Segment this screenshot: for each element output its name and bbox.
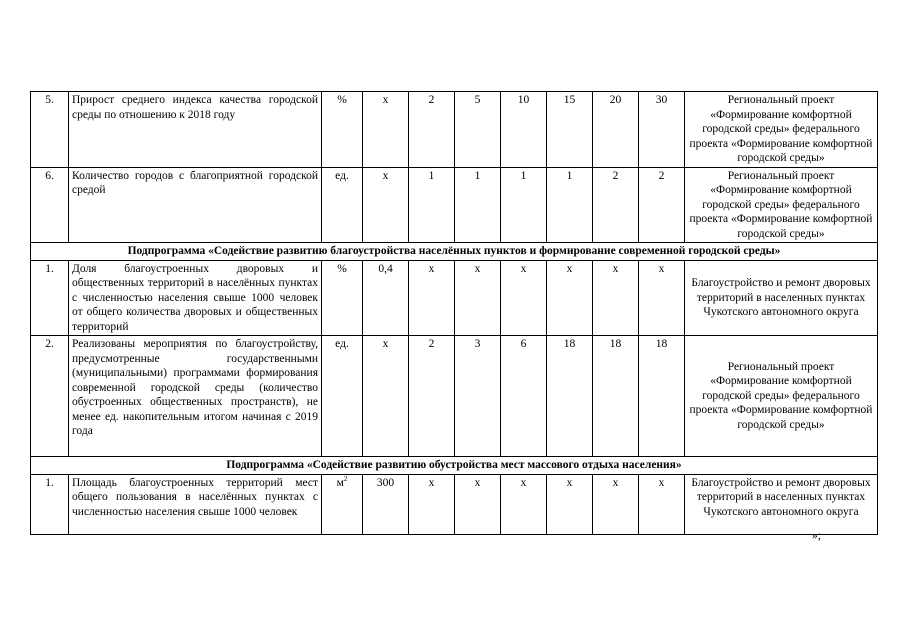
value-cell: 15 [547,92,593,168]
value-cell: х [363,336,409,457]
value-cell: х [409,474,455,534]
table-row [31,336,878,457]
source-cell: Региональный проект «Формирование комфортной городской среды» федерального проекта «Формирование комфортной городской среды» [685,92,878,168]
unit-cell: ед. [322,336,363,457]
source-cell: Благоустройство и ремонт дворовых территорий в населенных пунктах Чукотского автономного округа [685,474,878,534]
value-cell: 2 [409,336,455,457]
indicator-name: Площадь благоустроенных территорий мест общего пользования в населённых пунктах с численностью населения свыше 1000 человек [69,474,322,534]
value-cell: х [409,260,455,336]
value-cell: 2 [593,167,639,243]
source-cell: Региональный проект «Формирование комфортной городской среды» федерального проекта «Формирование комфортной городской среды» [685,336,878,457]
indicator-name: Количество городов с благоприятной городской средой [69,167,322,243]
row-number: 1. [31,260,69,336]
source-cell: Региональный проект «Формирование комфортной городской среды» федерального проекта «Формирование комфортной городской среды» [685,167,878,243]
value-cell: 5 [455,92,501,168]
row-number: 5. [31,92,69,168]
value-cell: 2 [639,167,685,243]
indicators-table [30,91,878,535]
unit-cell: % [322,92,363,168]
value-cell: 0,4 [363,260,409,336]
value-cell: 300 [363,474,409,534]
subprogram-header-row [31,457,878,475]
unit-cell [322,474,363,534]
table-row [31,167,878,243]
value-cell: х [501,474,547,534]
table-row [31,474,878,534]
value-cell: х [547,260,593,336]
value-cell: 18 [639,336,685,457]
table-row [31,92,878,168]
value-cell: 6 [501,336,547,457]
value-cell: х [593,260,639,336]
value-cell: х [455,260,501,336]
value-cell: х [593,474,639,534]
value-cell: 30 [639,92,685,168]
subprogram-title: Подпрограмма «Содействие развитию обустройства мест массового отдыха населения» [31,457,878,475]
value-cell: 18 [547,336,593,457]
indicator-name: Реализованы мероприятия по благоустройству, предусмотренные государственными (муниципальными) программами формирования современной городской среды (количество обустроенных общественных пространств), не менее ед. накопительным итогом начиная с 2019 года [69,336,322,457]
value-cell: 2 [409,92,455,168]
indicator-name: Доля благоустроенных дворовых и общественных территорий в населённых пунктах с численностью населения свыше 1000 человек от общего количества дворовых и общественных территорий [69,260,322,336]
unit-text: м [336,476,344,489]
value-cell: х [501,260,547,336]
row-number: 1. [31,474,69,534]
subprogram-header-row [31,243,878,261]
value-cell: х [363,167,409,243]
value-cell: х [639,474,685,534]
value-cell: 18 [593,336,639,457]
value-cell: 20 [593,92,639,168]
value-cell: 1 [501,167,547,243]
row-number: 6. [31,167,69,243]
value-cell: 10 [501,92,547,168]
row-number: 2. [31,336,69,457]
value-cell: х [547,474,593,534]
value-cell: х [363,92,409,168]
unit-cell: ед. [322,167,363,243]
value-cell: 1 [455,167,501,243]
value-cell: х [455,474,501,534]
value-cell: 1 [547,167,593,243]
indicator-name: Прирост среднего индекса качества городской среды по отношению к 2018 году [69,92,322,168]
unit-superscript: 2 [343,474,348,483]
subprogram-title: Подпрограмма «Содействие развитию благоустройства населённых пунктов и формирование современной городской среды» [31,243,878,261]
value-cell: х [639,260,685,336]
value-cell: 1 [409,167,455,243]
source-cell: Благоустройство и ремонт дворовых территорий в населенных пунктах Чукотского автономного округа [685,260,878,336]
closing-quote-mark: »; [812,530,821,542]
unit-cell: % [322,260,363,336]
value-cell: 3 [455,336,501,457]
table-row [31,260,878,336]
